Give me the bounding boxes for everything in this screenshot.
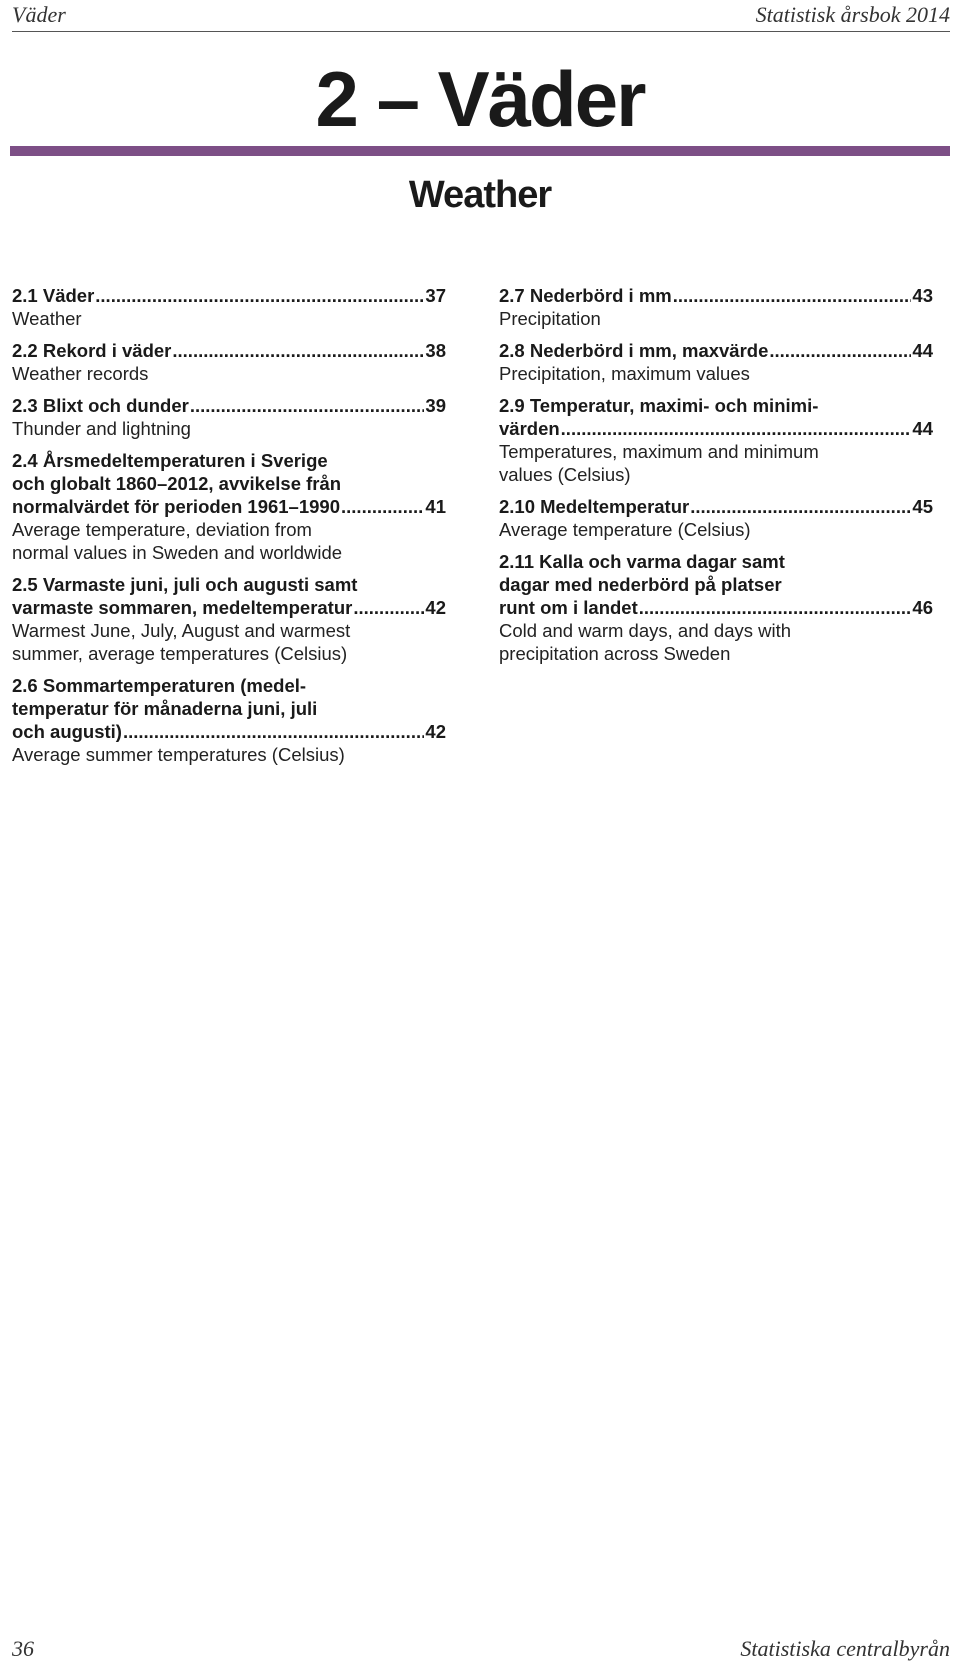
toc-column-left	[12, 284, 446, 775]
toc-page-number: 42	[425, 721, 446, 742]
dot-leader	[353, 596, 424, 619]
book-title: Statistisk årsbok 2014	[755, 2, 950, 27]
toc-entry-title: 2.3 Blixt och dunder	[12, 395, 189, 416]
page-footer	[12, 1636, 950, 1666]
toc-entry-english: Cold and warm days, and days with	[499, 620, 792, 641]
toc-entry-english: Precipitation, maximum values	[499, 363, 750, 384]
toc-entry-title: och augusti)	[12, 721, 122, 742]
toc-page-number: 37	[425, 285, 446, 306]
running-header	[12, 0, 950, 32]
toc-entry-title-row	[499, 596, 933, 619]
toc-entry[interactable]	[499, 495, 933, 541]
toc-entry[interactable]	[12, 674, 446, 766]
toc-entry-title: runt om i landet	[499, 597, 638, 618]
section-name: Väder	[12, 2, 66, 27]
dot-leader	[190, 394, 425, 417]
toc-page-number: 38	[425, 340, 446, 361]
page-number: 36	[12, 1636, 34, 1661]
dot-leader	[639, 596, 912, 619]
toc-entry-title: värden	[499, 418, 560, 439]
toc-entry-english: normal values in Sweden and worldwide	[12, 542, 343, 563]
publisher-name: Statistiska centralbyrån	[740, 1636, 950, 1661]
accent-rule	[10, 146, 950, 156]
toc-page-number: 46	[912, 597, 933, 618]
toc-entry-english: Weather	[12, 308, 82, 329]
dot-leader	[690, 495, 911, 518]
toc-entry[interactable]	[499, 394, 933, 486]
toc-page-number: 43	[912, 285, 933, 306]
toc-entry-title-line: 2.4 Årsmedeltemperaturen i Sverige	[12, 450, 328, 471]
toc-entry-title: varmaste sommaren, medeltemperatur	[12, 597, 353, 618]
toc-entry-english: Average temperature, deviation from	[12, 519, 312, 540]
toc-entry-title-line: 2.11 Kalla och varma dagar samt	[499, 551, 785, 572]
toc-page-number: 45	[912, 496, 933, 517]
toc-entry-english: values (Celsius)	[499, 464, 631, 485]
toc-entry[interactable]	[499, 284, 933, 330]
toc-entry[interactable]	[499, 339, 933, 385]
toc-entry[interactable]	[12, 449, 446, 564]
dot-leader	[561, 417, 912, 440]
toc-page-number: 44	[912, 418, 933, 439]
toc-entry-english: Thunder and lightning	[12, 418, 191, 439]
dot-leader	[95, 284, 424, 307]
toc-entry-title-row	[499, 284, 933, 307]
toc-entry-title: 2.2 Rekord i väder	[12, 340, 172, 361]
chapter-title: 2 – Väder	[315, 55, 645, 143]
toc-entry-title-row	[12, 284, 446, 307]
toc-entry-title-line: 2.6 Sommartemperaturen (medel-	[12, 675, 307, 696]
toc-entry-english: Weather records	[12, 363, 149, 384]
toc-entry-english: summer, average temperatures (Celsius)	[12, 643, 348, 664]
dot-leader	[341, 495, 424, 518]
toc-entry-title-line: 2.9 Temperatur, maximi- och minimi-	[499, 395, 819, 416]
dot-leader	[123, 720, 424, 743]
dot-leader	[172, 339, 424, 362]
toc-entry-english: precipitation across Sweden	[499, 643, 731, 664]
toc-entry-title-row	[499, 495, 933, 518]
toc-entry[interactable]	[12, 284, 446, 330]
toc-entry-title-line: dagar med nederbörd på platser	[499, 574, 782, 595]
toc-column-right	[499, 284, 933, 674]
toc-entry-title: 2.7 Nederbörd i mm	[499, 285, 672, 306]
toc-entry-title: 2.8 Nederbörd i mm, maxvärde	[499, 340, 769, 361]
toc-page-number: 39	[425, 395, 446, 416]
dot-leader	[769, 339, 911, 362]
toc-entry-title-line: 2.5 Varmaste juni, juli och augusti samt	[12, 574, 358, 595]
toc-entry[interactable]	[499, 550, 933, 665]
toc-entry-title-row	[499, 339, 933, 362]
toc-entry-title-row	[499, 417, 933, 440]
toc-page-number: 41	[425, 496, 446, 517]
toc-entry-english: Precipitation	[499, 308, 601, 329]
toc-page-number: 42	[425, 597, 446, 618]
toc-entry-title-row	[12, 339, 446, 362]
toc-entry-english: Warmest June, July, August and warmest	[12, 620, 351, 641]
toc-entry-title-row	[12, 720, 446, 743]
toc-entry[interactable]	[12, 339, 446, 385]
dot-leader	[673, 284, 912, 307]
toc-entry[interactable]	[12, 394, 446, 440]
toc-entry-title-row	[12, 495, 446, 518]
toc-entry-english: Average temperature (Celsius)	[499, 519, 751, 540]
toc-entry-title: 2.1 Väder	[12, 285, 95, 306]
toc-entry-title-row	[12, 596, 446, 619]
toc-page-number: 44	[912, 340, 933, 361]
toc-entry-english: Temperatures, maximum and minimum	[499, 441, 819, 462]
chapter-subtitle: Weather	[408, 174, 552, 216]
toc-entry-title-line: och globalt 1860–2012, avvikelse från	[12, 473, 342, 494]
toc-entry-title-row	[12, 394, 446, 417]
toc-entry-title-line: temperatur för månaderna juni, juli	[12, 698, 318, 719]
toc-entry-title: 2.10 Medeltemperatur	[499, 496, 690, 517]
toc-entry-english: Average summer temperatures (Celsius)	[12, 744, 345, 765]
toc-entry-title: normalvärdet för perioden 1961–1990	[12, 496, 341, 517]
toc-entry[interactable]	[12, 573, 446, 665]
